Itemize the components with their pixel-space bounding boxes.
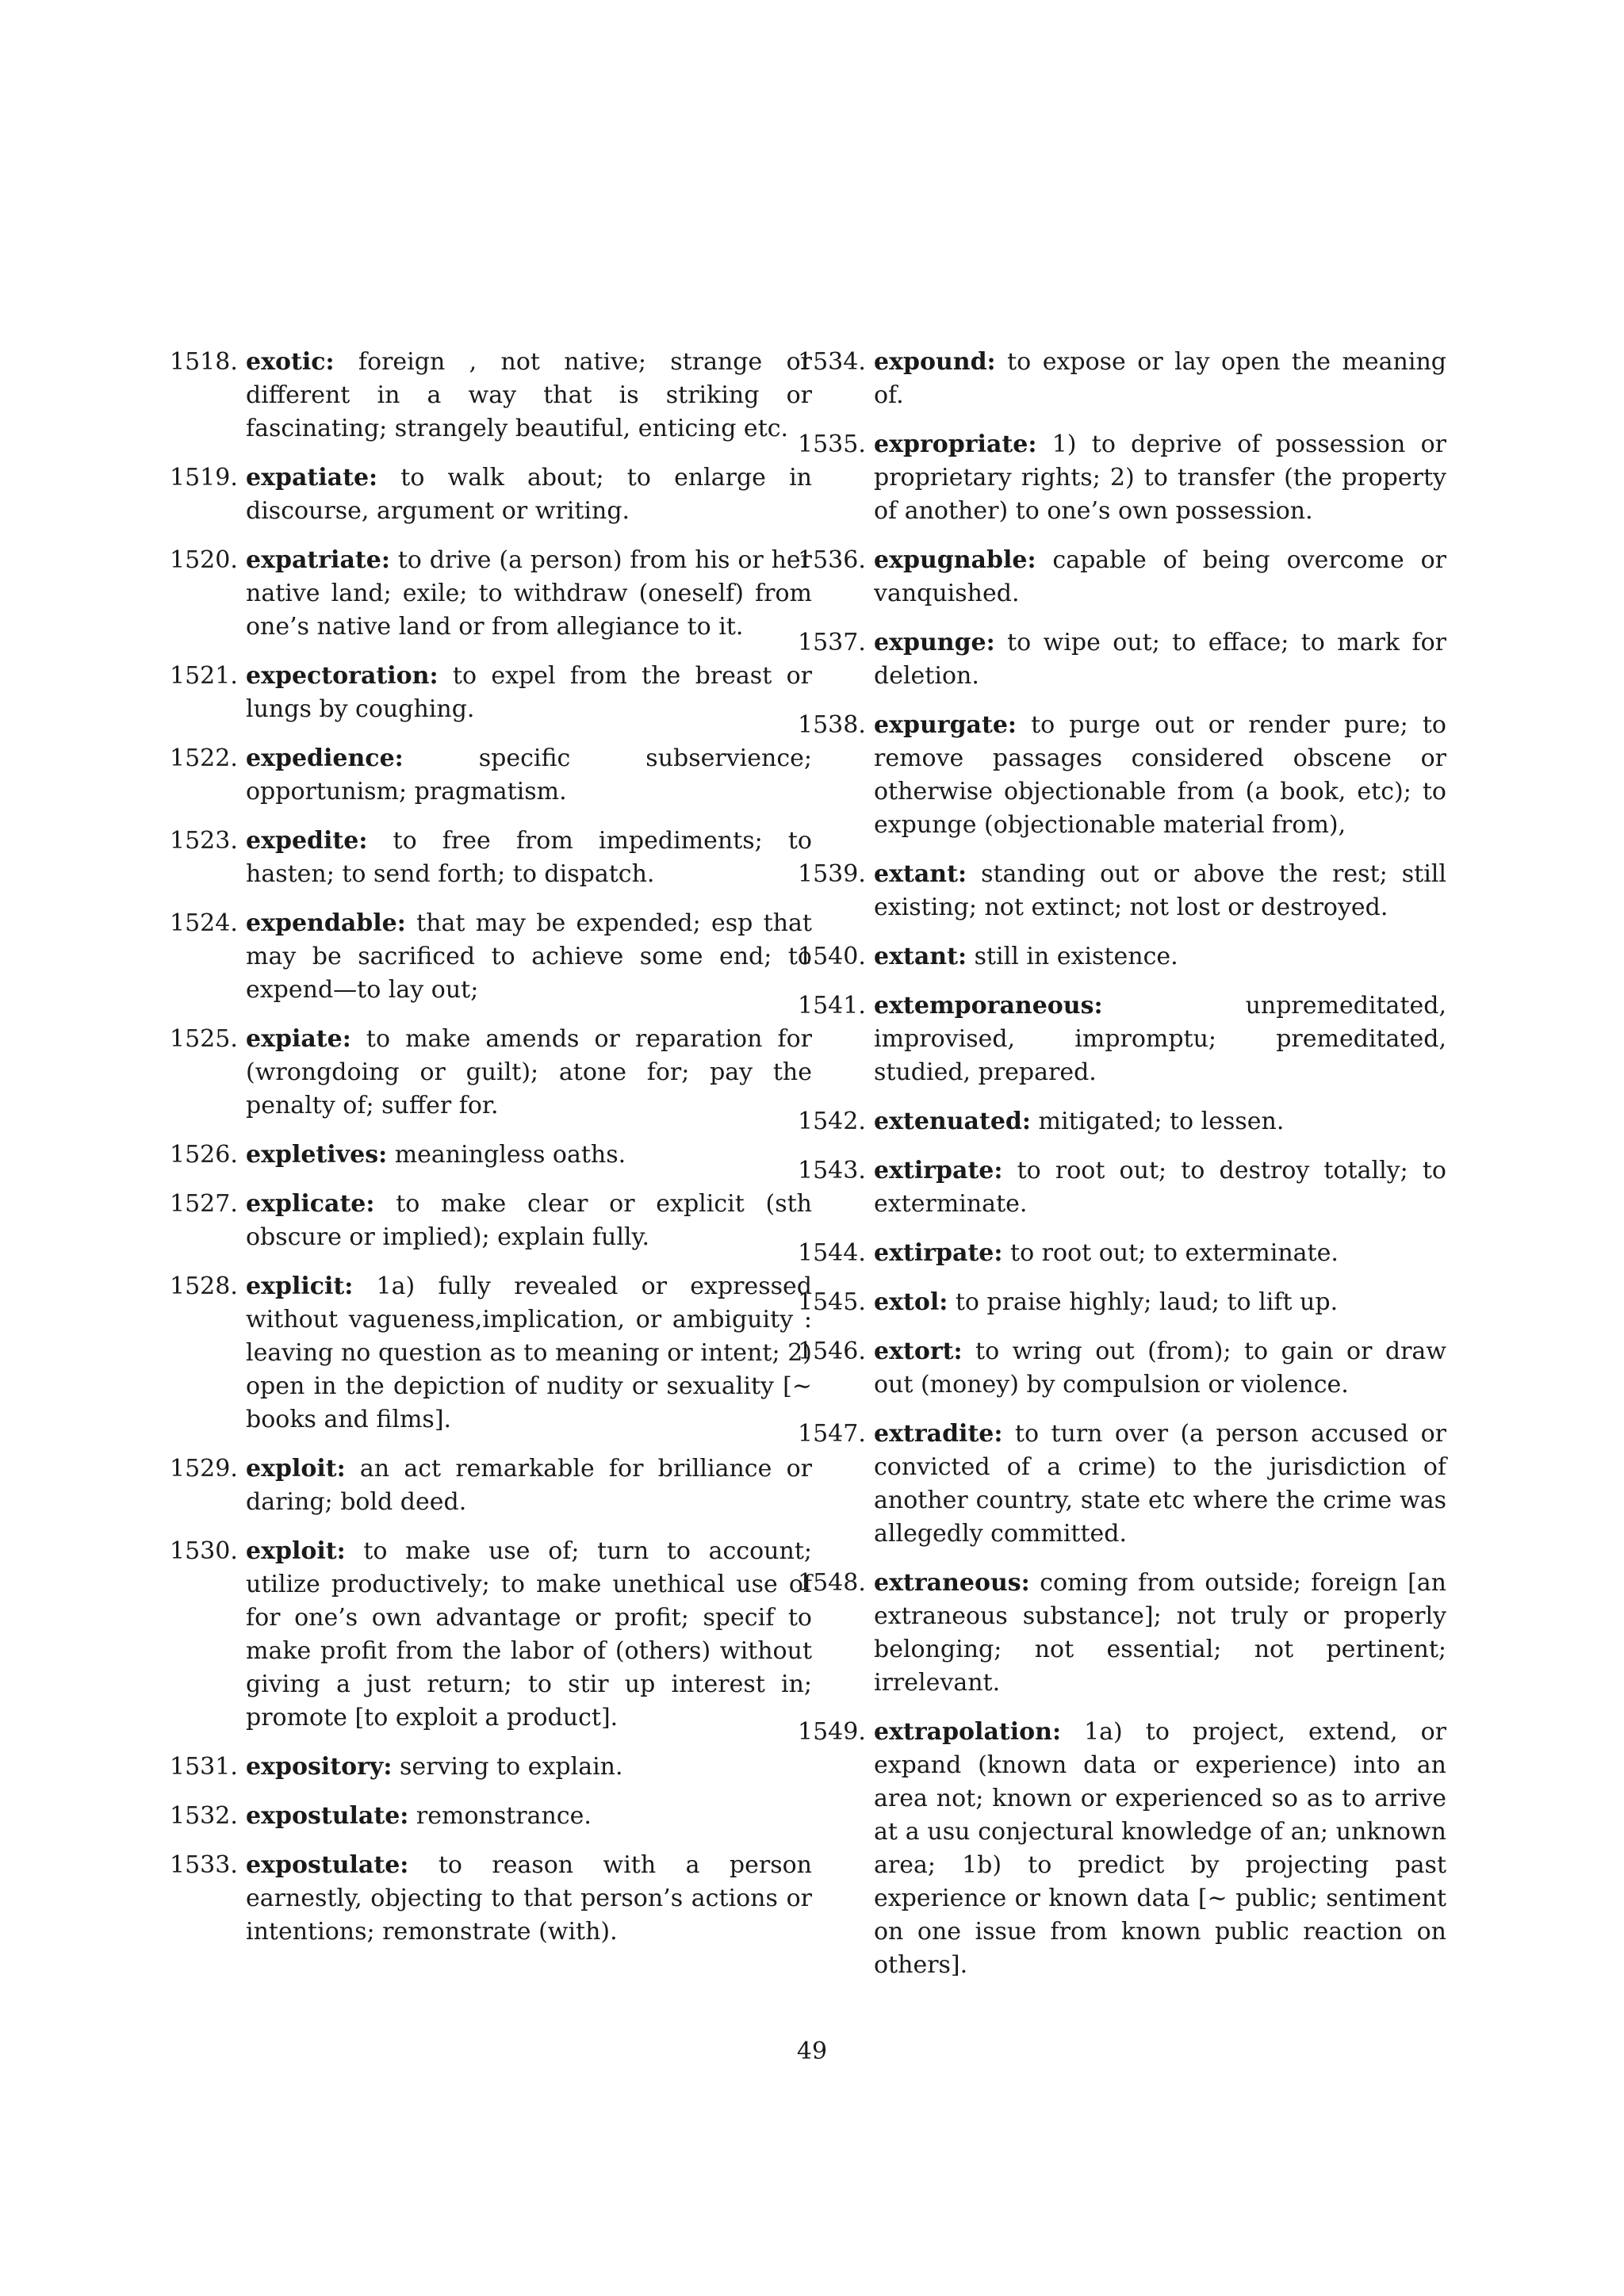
entry-headword: extraneous: (874, 1569, 1030, 1597)
entry-number: 1525. (170, 1025, 238, 1053)
entry-headword: expostulate: (246, 1802, 409, 1830)
entry-number: 1531. (170, 1753, 238, 1781)
entry-headword: expostulate: (246, 1851, 409, 1879)
left-column (170, 346, 812, 1965)
dictionary-entry (798, 544, 1446, 610)
entry-number: 1549. (798, 1718, 866, 1746)
entry-definition: that may be expended; esp that may be sacrificed to achieve some end; to expend—to lay out; (246, 909, 812, 1004)
entry-definition: still in existence. (974, 943, 1178, 970)
dictionary-entry (798, 346, 1446, 412)
entry-number: 1535. (798, 430, 866, 458)
dictionary-entry (798, 1567, 1446, 1700)
entry-definition: to turn over (a person accused or convicted of a crime) to the jurisdiction of another country, state etc where the crime was allegedly committed. (874, 1420, 1446, 1548)
entry-definition: to purge out or render pure; to remove passages considered obscene or otherwise objectionable from (a book, etc); to expunge (objectionable material from), (874, 711, 1446, 839)
entry-definition: to root out; to exterminate. (1010, 1239, 1339, 1267)
entry-headword: expectoration: (246, 662, 439, 690)
dictionary-entry (170, 742, 812, 809)
dictionary-entry (170, 1849, 812, 1949)
entry-headword: extemporaneous: (874, 992, 1103, 1020)
entry-definition: foreign , not native; strange or different in a way that is striking or fascinating; strangely beautiful, enticing etc. (246, 348, 812, 442)
entry-number: 1548. (798, 1569, 866, 1597)
entry-definition: an act remarkable for brilliance or daring; bold deed. (246, 1455, 812, 1516)
entry-headword: expiate: (246, 1025, 351, 1053)
entry-headword: extradite: (874, 1420, 1003, 1448)
entry-number: 1519. (170, 464, 238, 492)
entry-definition: 1a) to project, extend, or expand (known data or experience) into an area not; known or experienced so as to arrive at a usu conjectural knowledge of an; unknown area; 1b) to predict by projecting past experience or known data [∼ public; sentiment on one issue from known public reaction on others]. (874, 1718, 1446, 1979)
entry-definition: to make use of; turn to account; utilize productively; to make unethical use of for one’s own advantage or profit; specif to make profit from the labor of (others) without giving a just return; to stir up interest in; promote [to exploit a product]. (246, 1537, 812, 1732)
entry-definition: to praise highly; laud; to lift up. (955, 1288, 1339, 1316)
dictionary-entry (798, 989, 1446, 1089)
entry-number: 1544. (798, 1239, 866, 1267)
entry-headword: expurgate: (874, 711, 1017, 739)
entry-headword: expugnable: (874, 546, 1036, 574)
entry-number: 1536. (798, 546, 866, 574)
dictionary-entry (170, 1023, 812, 1123)
entry-headword: explicit: (246, 1272, 354, 1300)
entry-headword: expedience: (246, 744, 404, 772)
entry-headword: expedite: (246, 827, 368, 855)
dictionary-entry (798, 1716, 1446, 1982)
entry-number: 1540. (798, 943, 866, 970)
entry-definition: 1a) fully revealed or expressed without vagueness,implication, or ambiguity : leaving no question as to meaning or intent; 2) open in the depiction of nudity or sexuality [∼ books and films]. (246, 1272, 812, 1433)
entry-headword: extant: (874, 943, 967, 970)
entry-headword: extort: (874, 1337, 963, 1365)
dictionary-entry (170, 1270, 812, 1437)
dictionary-entry (798, 1418, 1446, 1551)
entry-headword: extenuated: (874, 1108, 1031, 1135)
entry-number: 1524. (170, 909, 238, 937)
dictionary-entry (798, 626, 1446, 693)
entry-headword: expunge: (874, 629, 995, 656)
entry-headword: expatriate: (246, 546, 390, 574)
entry-headword: exploit: (246, 1455, 346, 1483)
entry-definition: remonstrance. (416, 1802, 592, 1830)
entry-headword: extirpate: (874, 1239, 1003, 1267)
entry-number: 1526. (170, 1141, 238, 1169)
dictionary-entry (798, 1237, 1446, 1270)
entry-number: 1528. (170, 1272, 238, 1300)
dictionary-entry (170, 1535, 812, 1735)
entry-definition: to expel from the breast or lungs by coughing. (246, 662, 812, 723)
entry-number: 1527. (170, 1190, 238, 1218)
entry-number: 1522. (170, 744, 238, 772)
entry-headword: expatiate: (246, 464, 378, 492)
entry-number: 1533. (170, 1851, 238, 1879)
entry-headword: extrapolation: (874, 1718, 1062, 1746)
entry-definition: coming from outside; foreign [an extraneous substance]; not truly or properly belonging; not essential; not pertinent; irrelevant. (874, 1569, 1446, 1697)
entry-definition: specific subservience; opportunism; pragmatism. (246, 744, 812, 806)
entry-headword: expository: (246, 1753, 393, 1781)
entry-number: 1545. (798, 1288, 866, 1316)
entry-definition: 1) to deprive of possession or proprietary rights; 2) to transfer (the property of another) to one’s own possession. (874, 430, 1446, 525)
entry-number: 1529. (170, 1455, 238, 1483)
entry-headword: exploit: (246, 1537, 346, 1565)
entry-number: 1537. (798, 629, 866, 656)
entry-definition: to make amends or reparation for (wrongdoing or guilt); atone for; pay the penalty of; suffer for. (246, 1025, 812, 1119)
entry-number: 1543. (798, 1157, 866, 1184)
entry-definition: to root out; to destroy totally; to exterminate. (874, 1157, 1446, 1218)
entry-number: 1530. (170, 1537, 238, 1565)
entry-definition: mitigated; to lessen. (1038, 1108, 1285, 1135)
entry-number: 1534. (798, 348, 866, 376)
entry-number: 1520. (170, 546, 238, 574)
entry-number: 1518. (170, 348, 238, 376)
entry-definition: to walk about; to enlarge in discourse, argument or writing. (246, 464, 812, 525)
entry-number: 1541. (798, 992, 866, 1020)
entry-headword: explicate: (246, 1190, 375, 1218)
entry-headword: expropriate: (874, 430, 1037, 458)
dictionary-entry (798, 709, 1446, 842)
dictionary-entry (170, 461, 812, 528)
dictionary-entry (798, 1335, 1446, 1402)
dictionary-entry (798, 858, 1446, 924)
entry-number: 1547. (798, 1420, 866, 1448)
entry-headword: exotic: (246, 348, 335, 376)
entry-headword: expound: (874, 348, 996, 376)
entry-definition: unpremeditated, improvised, impromptu; premeditated, studied, prepared. (874, 992, 1446, 1086)
page-number: 49 (796, 2038, 828, 2065)
entry-definition: to reason with a person earnestly, objecting to that person’s actions or intentions; remonstrate (with). (246, 1851, 812, 1946)
dictionary-entry (170, 1751, 812, 1784)
entry-definition: to make clear or explicit (sth obscure or implied); explain fully. (246, 1190, 812, 1251)
dictionary-entry (170, 346, 812, 446)
right-column (798, 346, 1446, 1998)
entry-definition: to wipe out; to efface; to mark for deletion. (874, 629, 1446, 690)
dictionary-entry (798, 940, 1446, 974)
entry-definition: capable of being overcome or vanquished. (874, 546, 1446, 607)
entry-headword: extol: (874, 1288, 948, 1316)
entry-number: 1538. (798, 711, 866, 739)
dictionary-entry (170, 1452, 812, 1519)
entry-number: 1546. (798, 1337, 866, 1365)
dictionary-entry (170, 544, 812, 644)
dictionary-entry (170, 907, 812, 1007)
dictionary-entry (170, 660, 812, 726)
entry-number: 1539. (798, 860, 866, 888)
entry-definition: standing out or above the rest; still existing; not extinct; not lost or destroyed. (874, 860, 1446, 921)
entry-definition: to free from impediments; to hasten; to send forth; to dispatch. (246, 827, 812, 888)
entry-headword: expendable: (246, 909, 406, 937)
entry-number: 1532. (170, 1802, 238, 1830)
entry-definition: meaningless oaths. (394, 1141, 626, 1169)
entry-headword: extirpate: (874, 1157, 1003, 1184)
dictionary-entry (170, 1188, 812, 1254)
dictionary-entry (798, 1286, 1446, 1319)
entry-definition: to wring out (from); to gain or draw out (money) by compulsion or violence. (874, 1337, 1446, 1399)
dictionary-entry (798, 1105, 1446, 1138)
entry-number: 1523. (170, 827, 238, 855)
dictionary-entry (170, 1800, 812, 1833)
entry-definition: to expose or lay open the meaning of. (874, 348, 1446, 409)
entry-definition: to drive (a person) from his or her native land; exile; to withdraw (oneself) from one’s native land or from allegiance to it. (246, 546, 812, 641)
entry-headword: extant: (874, 860, 967, 888)
dictionary-entry (798, 1154, 1446, 1221)
entry-number: 1521. (170, 662, 238, 690)
entry-definition: serving to explain. (399, 1753, 623, 1781)
dictionary-entry (170, 1138, 812, 1172)
dictionary-entry (170, 825, 812, 891)
dictionary-entry (798, 428, 1446, 528)
entry-headword: expletives: (246, 1141, 388, 1169)
entry-number: 1542. (798, 1108, 866, 1135)
